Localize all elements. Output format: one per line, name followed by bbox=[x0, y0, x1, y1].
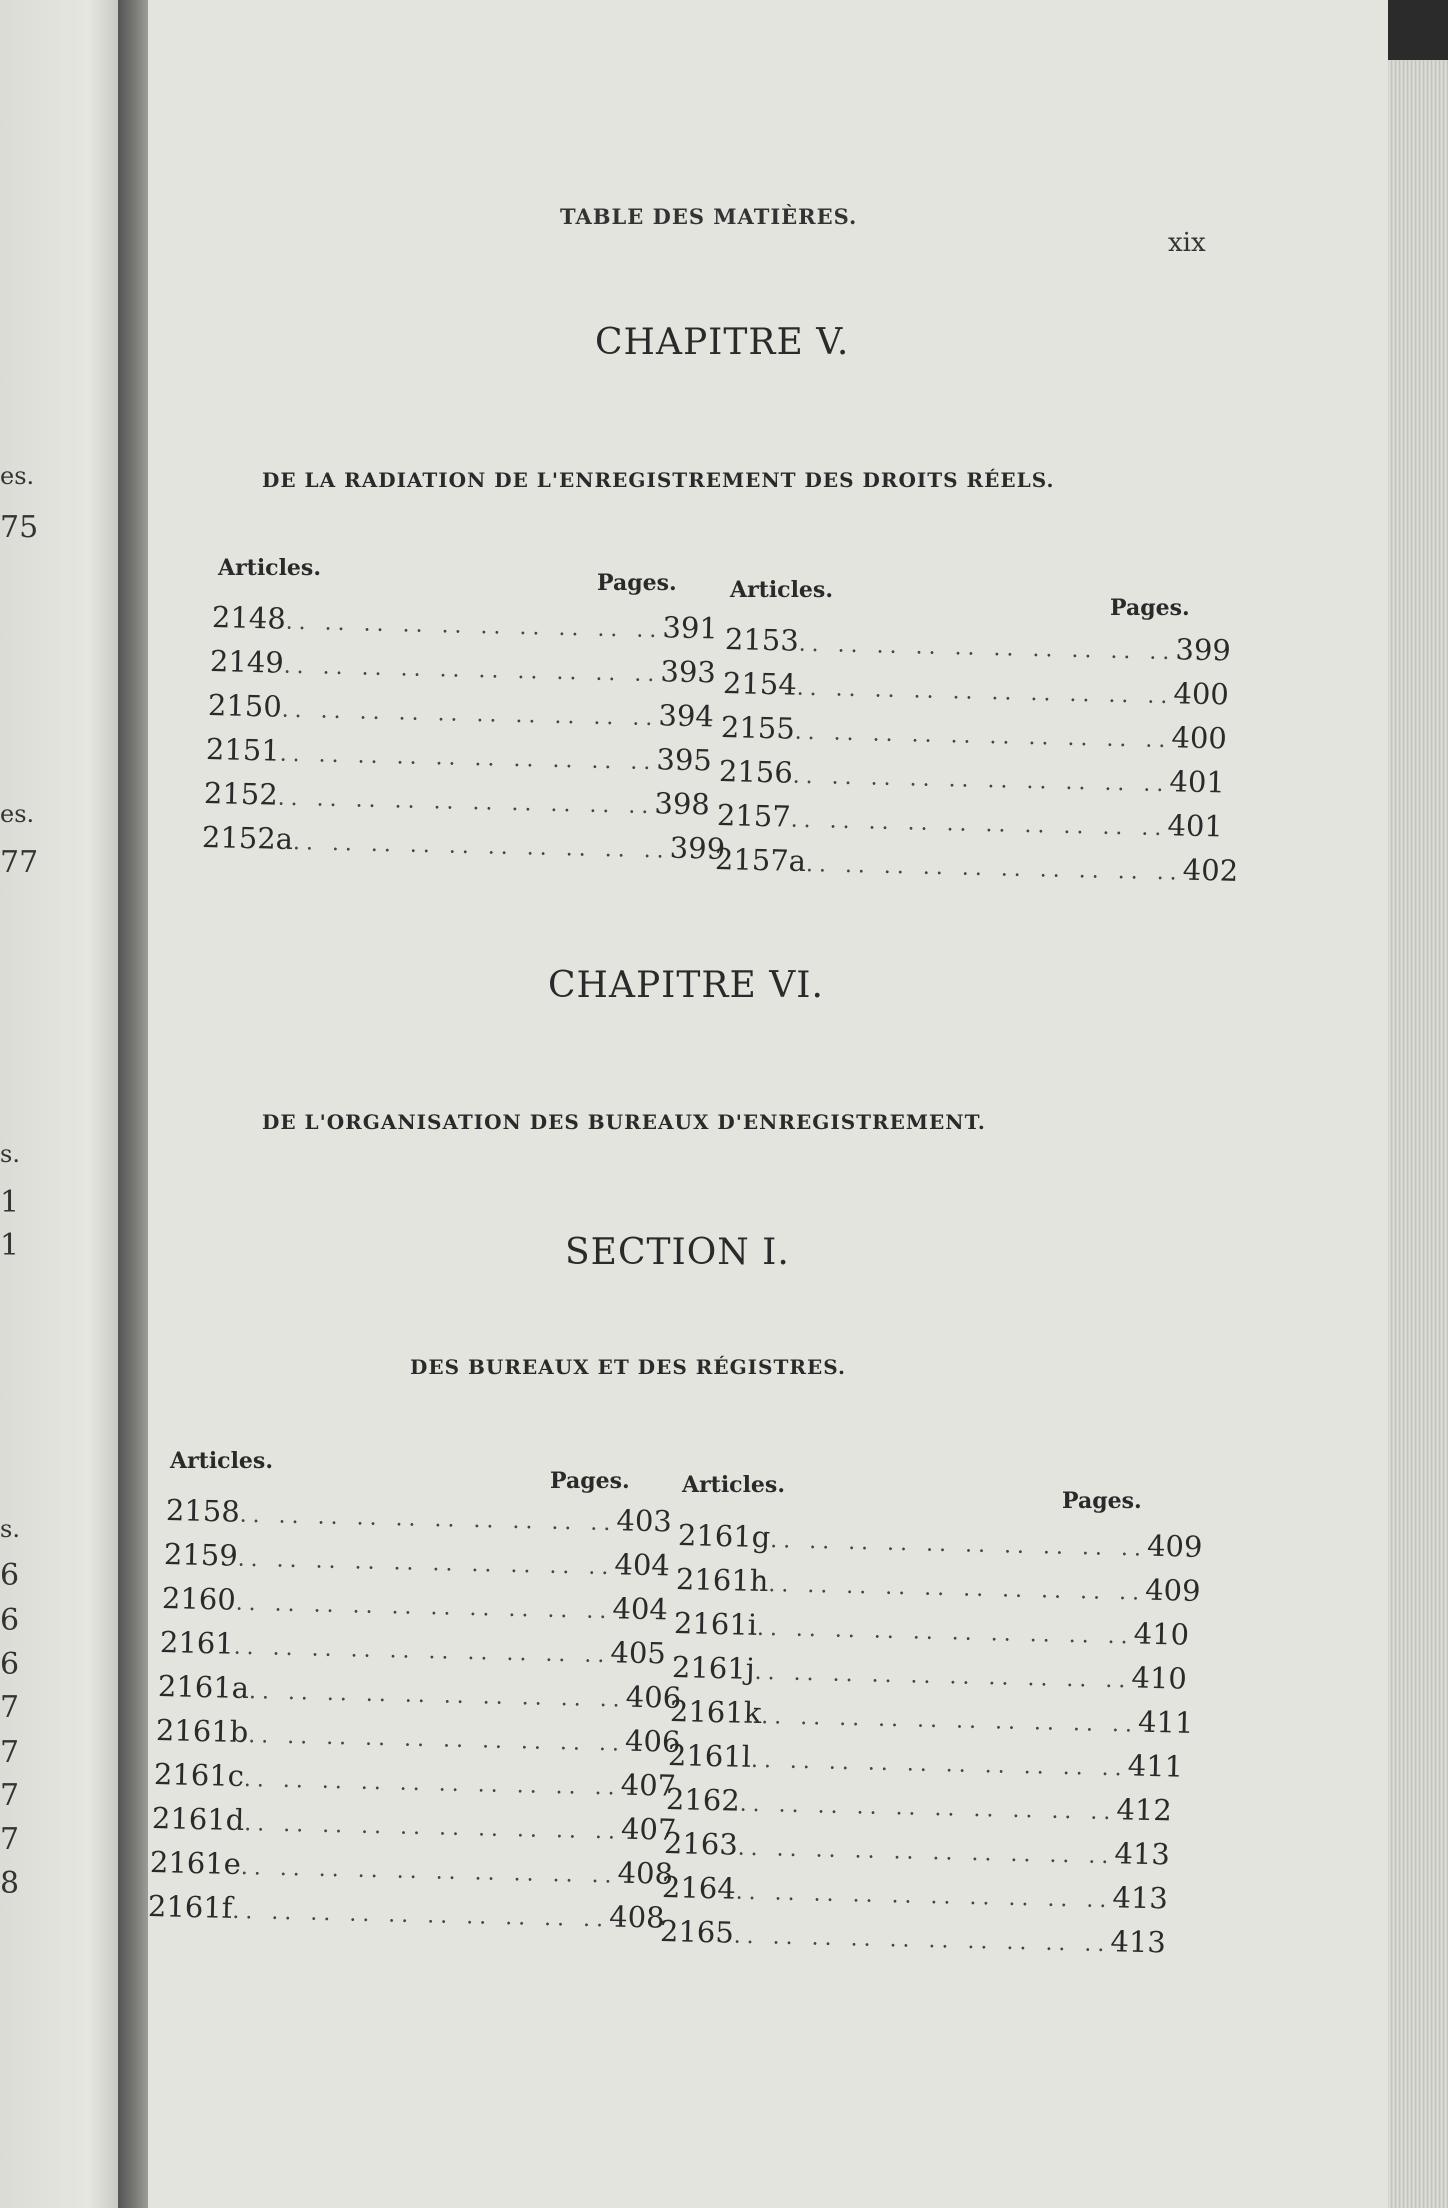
page-reference: 399 bbox=[669, 830, 726, 866]
left-fragment: 7 bbox=[0, 1778, 20, 1813]
dot-leader: .. .. .. .. .. .. .. .. .. .. bbox=[292, 830, 670, 864]
dot-leader: .. .. .. .. .. .. .. .. .. .. bbox=[756, 1615, 1134, 1650]
article-number: 2161j bbox=[671, 1650, 756, 1686]
page-reference: 394 bbox=[658, 698, 715, 734]
chapter-subtitle: DE LA RADIATION DE L'ENREGISTREMENT DES DROITS RÉELS. bbox=[262, 468, 1055, 492]
dot-leader: .. .. .. .. .. .. .. .. .. .. bbox=[805, 852, 1183, 886]
left-fragment: 7 bbox=[0, 1735, 20, 1770]
column-header-articles: Articles. bbox=[170, 1448, 273, 1474]
left-fragment: 75 bbox=[0, 510, 39, 545]
left-fragment: s. bbox=[0, 1140, 20, 1168]
left-fragment: 7 bbox=[0, 1690, 20, 1725]
dot-leader: .. .. .. .. .. .. .. .. .. .. bbox=[233, 1634, 611, 1669]
dot-leader: .. .. .. .. .. .. .. .. .. .. bbox=[247, 1723, 626, 1757]
article-number: 2159 bbox=[163, 1537, 239, 1573]
article-number: 2160 bbox=[161, 1581, 237, 1617]
dot-leader: .. .. .. .. .. .. .. .. .. .. bbox=[283, 653, 661, 688]
dot-leader: .. .. .. .. .. .. .. .. .. .. bbox=[794, 719, 1172, 754]
page-reference: 401 bbox=[1167, 808, 1224, 844]
column-header-pages: Pages. bbox=[550, 1468, 630, 1494]
left-fragment: 77 bbox=[0, 845, 39, 880]
page-reference: 400 bbox=[1173, 676, 1230, 712]
dot-leader: .. .. .. .. .. .. .. .. .. .. bbox=[277, 785, 655, 820]
article-number: 2152a bbox=[201, 820, 294, 857]
page-reference: 409 bbox=[1144, 1572, 1201, 1608]
left-fragment: 6 bbox=[0, 1558, 20, 1593]
page-reference: 398 bbox=[654, 786, 711, 822]
page-reference: 399 bbox=[1175, 632, 1232, 668]
page-reference: 411 bbox=[1137, 1704, 1194, 1740]
article-number: 2161d bbox=[151, 1801, 245, 1838]
page-reference: 410 bbox=[1131, 1660, 1188, 1696]
left-fragment: es. bbox=[0, 800, 35, 828]
page-reference: 413 bbox=[1112, 1880, 1169, 1916]
article-number: 2150 bbox=[207, 688, 283, 724]
page-reference: 405 bbox=[610, 1635, 667, 1671]
page-reference: 402 bbox=[1182, 852, 1239, 888]
page-reference: 407 bbox=[620, 1767, 677, 1803]
article-number: 2161h bbox=[675, 1562, 769, 1599]
article-number: 2162 bbox=[665, 1782, 741, 1818]
page-reference: 412 bbox=[1116, 1792, 1173, 1828]
page-reference: 409 bbox=[1146, 1528, 1203, 1564]
left-fragment: 1 bbox=[0, 1228, 20, 1263]
page-reference: 413 bbox=[1110, 1924, 1167, 1960]
article-number: 2155 bbox=[720, 710, 796, 746]
page-reference: 407 bbox=[620, 1811, 677, 1847]
page-reference: 408 bbox=[617, 1855, 674, 1891]
page-reference: 408 bbox=[608, 1899, 665, 1935]
article-number: 2161k bbox=[669, 1694, 762, 1731]
article-number: 2161c bbox=[153, 1757, 245, 1794]
page-fore-edge bbox=[1388, 60, 1448, 2208]
running-header: TABLE DES MATIÈRES. bbox=[560, 204, 858, 229]
dot-leader: .. .. .. .. .. .. .. .. .. .. bbox=[243, 1767, 621, 1801]
article-number: 2161e bbox=[149, 1845, 242, 1882]
dot-leader: .. .. .. .. .. .. .. .. .. .. bbox=[279, 741, 657, 776]
dot-leader: .. .. .. .. .. .. .. .. .. .. bbox=[739, 1791, 1117, 1826]
page-reference: 406 bbox=[625, 1679, 682, 1715]
chapter-title: CHAPITRE V. bbox=[595, 322, 850, 363]
page-reference: 404 bbox=[612, 1591, 669, 1627]
dot-leader: .. .. .. .. .. .. .. .. .. .. bbox=[754, 1659, 1132, 1694]
column-header-articles: Articles. bbox=[730, 577, 833, 603]
dot-leader: .. .. .. .. .. .. .. .. .. .. bbox=[796, 675, 1174, 710]
article-number: 2163 bbox=[663, 1826, 739, 1862]
page-reference: 401 bbox=[1169, 764, 1226, 800]
dot-leader: .. .. .. .. .. .. .. .. .. .. bbox=[790, 807, 1168, 842]
left-fragment: es. bbox=[0, 462, 35, 490]
left-fragment: 1 bbox=[0, 1185, 20, 1220]
dot-leader: .. .. .. .. .. .. .. .. .. .. bbox=[285, 609, 663, 644]
left-fragment: s. bbox=[0, 1515, 20, 1543]
dot-leader: .. .. .. .. .. .. .. .. .. .. bbox=[239, 1502, 617, 1537]
section-title: SECTION I. bbox=[565, 1232, 790, 1273]
dot-leader: .. .. .. .. .. .. .. .. .. .. bbox=[237, 1546, 615, 1581]
column-header-articles: Articles. bbox=[218, 555, 321, 581]
dot-leader: .. .. .. .. .. .. .. .. .. .. bbox=[235, 1590, 613, 1625]
article-number: 2157a bbox=[714, 842, 807, 879]
page-reference: 404 bbox=[614, 1547, 671, 1583]
article-number: 2154 bbox=[722, 666, 798, 702]
dot-leader: .. .. .. .. .. .. .. .. .. .. bbox=[737, 1835, 1115, 1870]
article-number: 2161f bbox=[147, 1889, 233, 1925]
column-header-articles: Articles. bbox=[682, 1472, 785, 1498]
article-number: 2161 bbox=[159, 1625, 235, 1661]
page-reference: 391 bbox=[662, 610, 719, 646]
left-fragment: 6 bbox=[0, 1647, 20, 1682]
article-number: 2149 bbox=[209, 644, 285, 680]
article-number: 2148 bbox=[211, 600, 287, 636]
article-number: 2165 bbox=[659, 1914, 735, 1950]
article-number: 2161l bbox=[667, 1738, 752, 1774]
article-number: 2152 bbox=[203, 776, 279, 812]
page-reference: 406 bbox=[624, 1723, 681, 1759]
book-gutter bbox=[118, 0, 152, 2208]
page-reference: 393 bbox=[660, 654, 717, 690]
page-reference: 413 bbox=[1114, 1836, 1171, 1872]
chapter-title: CHAPITRE VI. bbox=[548, 965, 824, 1006]
dot-leader: .. .. .. .. .. .. .. .. .. .. bbox=[232, 1898, 610, 1933]
column-header-pages: Pages. bbox=[597, 570, 677, 596]
article-number: 2153 bbox=[724, 622, 800, 658]
dot-leader: .. .. .. .. .. .. .. .. .. .. bbox=[281, 697, 659, 732]
article-number: 2157 bbox=[716, 798, 792, 834]
article-number: 2161i bbox=[673, 1606, 758, 1642]
dot-leader: .. .. .. .. .. .. .. .. .. .. bbox=[769, 1528, 1148, 1562]
article-number: 2161a bbox=[157, 1669, 250, 1706]
dot-leader: .. .. .. .. .. .. .. .. .. .. bbox=[240, 1855, 618, 1889]
article-number: 2158 bbox=[165, 1493, 241, 1529]
left-fragment: 8 bbox=[0, 1866, 20, 1901]
column-header-pages: Pages. bbox=[1110, 595, 1190, 621]
dot-leader: .. .. .. .. .. .. .. .. .. .. bbox=[798, 631, 1176, 666]
column-header-pages: Pages. bbox=[1062, 1488, 1142, 1514]
article-number: 2161b bbox=[155, 1713, 249, 1750]
page-reference: 403 bbox=[616, 1503, 673, 1539]
dot-leader: .. .. .. .. .. .. .. .. .. .. bbox=[792, 763, 1170, 798]
page-reference: 410 bbox=[1133, 1616, 1190, 1652]
article-number: 2161g bbox=[677, 1518, 771, 1555]
dot-leader: .. .. .. .. .. .. .. .. .. .. bbox=[761, 1704, 1139, 1738]
article-number: 2164 bbox=[661, 1870, 737, 1906]
dot-leader: .. .. .. .. .. .. .. .. .. .. bbox=[243, 1811, 622, 1845]
left-fragment: 7 bbox=[0, 1822, 20, 1857]
page-reference: 400 bbox=[1171, 720, 1228, 756]
left-page-edge bbox=[0, 0, 128, 2208]
left-fragment: 6 bbox=[0, 1603, 20, 1638]
chapter-subtitle: DE L'ORGANISATION DES BUREAUX D'ENREGISTREMENT. bbox=[262, 1110, 986, 1134]
dot-leader: .. .. .. .. .. .. .. .. .. .. bbox=[248, 1679, 626, 1713]
dot-leader: .. .. .. .. .. .. .. .. .. .. bbox=[768, 1572, 1146, 1606]
page-reference: 395 bbox=[656, 742, 713, 778]
article-number: 2156 bbox=[718, 754, 794, 790]
section-subtitle: DES BUREAUX ET DES RÉGISTRES. bbox=[410, 1355, 846, 1379]
dot-leader: .. .. .. .. .. .. .. .. .. .. bbox=[735, 1879, 1113, 1914]
dot-leader: .. .. .. .. .. .. .. .. .. .. bbox=[750, 1747, 1128, 1782]
article-number: 2151 bbox=[205, 732, 281, 768]
page-reference: 411 bbox=[1127, 1748, 1184, 1784]
dot-leader: .. .. .. .. .. .. .. .. .. .. bbox=[733, 1923, 1111, 1958]
page-number: xix bbox=[1168, 228, 1206, 258]
